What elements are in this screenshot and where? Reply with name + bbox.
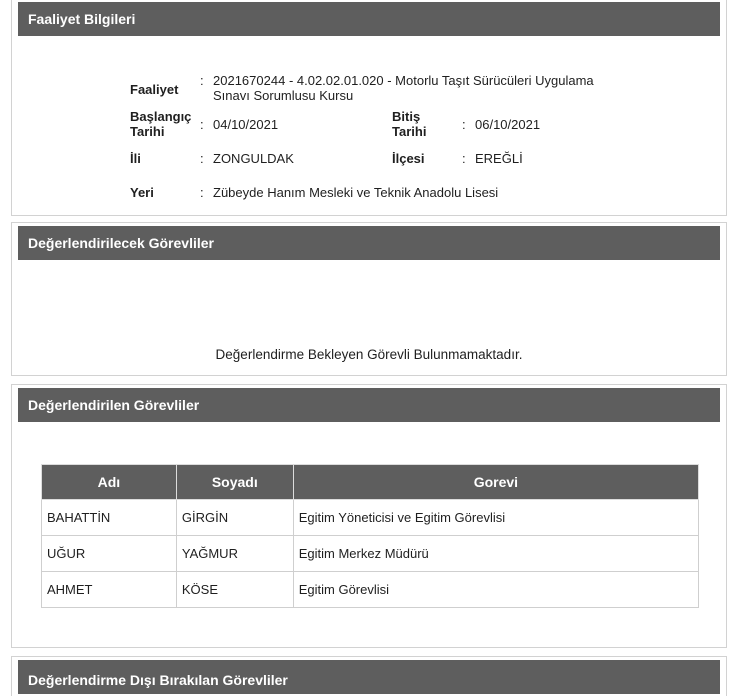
faaliyet-value [213, 73, 653, 103]
il-label: İli [130, 151, 141, 166]
evaluated-staff-header: Değerlendirilen Görevliler [18, 388, 720, 422]
excluded-staff-header: Değerlendirme Dışı Bırakılan Görevliler [18, 660, 720, 694]
faaliyet-code: 2021670244 [213, 73, 286, 88]
ilce-label: İlçesi [392, 151, 425, 166]
table-row[interactable] [42, 572, 699, 608]
cell-ad: AHMET [42, 572, 177, 608]
end-date-colon: : [462, 117, 466, 132]
faaliyet-description: - 4.02.02.01.020 - Motorlu Taşıt Sürücüleri Uygulama [288, 73, 594, 88]
il-colon: : [200, 151, 204, 166]
excluded-staff-panel [11, 656, 727, 696]
column-header-ad[interactable]: Adı [42, 465, 177, 500]
table-header-row [42, 465, 699, 500]
cell-gorev: Egitim Merkez Müdürü [293, 536, 698, 572]
evaluated-staff-table [41, 464, 699, 608]
pending-staff-header: Değerlendirilecek Görevliler [18, 226, 720, 260]
cell-soyad: KÖSE [176, 572, 293, 608]
cell-ad: UĞUR [42, 536, 177, 572]
ilce-colon: : [462, 151, 466, 166]
column-header-gorev[interactable]: Gorevi [293, 465, 698, 500]
start-date-value: 04/10/2021 [213, 117, 279, 132]
cell-soyad: GİRGİN [176, 500, 293, 536]
faaliyet-colon: : [200, 73, 204, 88]
il-value: ZONGULDAK [213, 151, 294, 166]
faaliyet-description-line2: Sınavı Sorumlusu Kursu [213, 88, 354, 103]
empty-message: Değerlendirme Bekleyen Görevli Bulunmamaktadır. [215, 347, 523, 362]
cell-ad: BAHATTİN [42, 500, 177, 536]
column-header-soyad[interactable]: Soyadı [176, 465, 293, 500]
yeri-colon: : [200, 185, 204, 200]
start-date-label: Başlangıç Tarihi [130, 109, 192, 139]
cell-soyad: YAĞMUR [176, 536, 293, 572]
activity-info-header: Faaliyet Bilgileri [18, 2, 720, 36]
table-row[interactable] [42, 536, 699, 572]
faaliyet-label: Faaliyet [130, 82, 179, 97]
cell-gorev: Egitim Görevlisi [293, 572, 698, 608]
yeri-value: Zübeyde Hanım Mesleki ve Teknik Anadolu Lisesi [213, 185, 499, 200]
cell-gorev: Egitim Yöneticisi ve Egitim Görevlisi [293, 500, 698, 536]
activity-info-panel [11, 0, 727, 216]
yeri-label: Yeri [130, 185, 154, 200]
ilce-value: EREĞLİ [475, 151, 523, 166]
evaluated-staff-panel [11, 384, 727, 648]
end-date-value: 06/10/2021 [475, 117, 541, 132]
table-row[interactable] [42, 500, 699, 536]
start-date-colon: : [200, 117, 204, 132]
end-date-label: Bitiş Tarihi [392, 109, 427, 139]
pending-staff-panel [11, 222, 727, 376]
